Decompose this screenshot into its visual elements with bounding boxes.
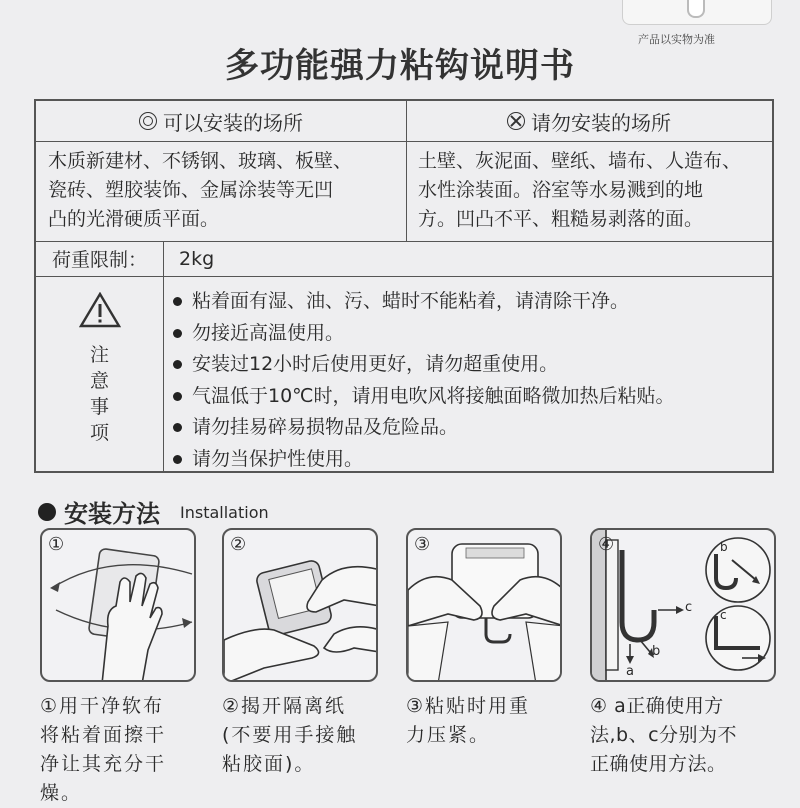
step-1-illustration xyxy=(40,528,196,682)
hook-label-a: a xyxy=(626,664,634,679)
installation-header: 安装方法 Installation xyxy=(38,494,269,529)
ok-circle-icon xyxy=(139,112,157,130)
step-4-caption: ④ a正确使用方 法,b、c分别为不 正确使用方法。 xyxy=(590,695,738,775)
info-table xyxy=(34,99,774,473)
bullet-icon xyxy=(173,455,182,464)
circle-label-c: c xyxy=(720,608,727,622)
note-item: 粘着面有湿、油、污、蜡时不能粘着，请清除干净。 xyxy=(173,286,773,318)
product-disclaimer: 产品以实物为准 xyxy=(638,33,715,46)
note-item: 请勿挂易碎易损物品及危险品。 xyxy=(173,412,773,444)
bullet-icon xyxy=(173,392,182,401)
step-number: ③ xyxy=(414,534,431,555)
prohibited-circle-icon xyxy=(507,112,525,130)
bullet-icon xyxy=(173,360,182,369)
product-photo-corner xyxy=(622,0,772,25)
step-2-illustration xyxy=(222,528,378,682)
notes-label: 注 意 事 项 xyxy=(89,344,109,444)
step-number: ① xyxy=(48,534,65,555)
note-item: 请勿当保护性使用。 xyxy=(173,444,773,476)
warning-triangle-icon xyxy=(79,292,121,328)
bullet-icon xyxy=(173,423,182,432)
cannot-install-header: 请勿安装的场所 xyxy=(406,101,772,141)
can-install-header: 可以安装的场所 xyxy=(36,101,406,141)
cannot-install-text: 土壁、灰泥面、壁纸、墙布、人造布、 水性涂装面。浴室等水易溅到的地 方。凹凸不平、粗糙易剥落的面。 xyxy=(418,150,742,230)
note-item: 勿接近高温使用。 xyxy=(173,318,773,350)
hook-label-b: b xyxy=(652,644,661,659)
circle-label-b: b xyxy=(720,540,728,554)
section-dot-icon xyxy=(38,503,56,521)
notes-list-cell xyxy=(163,276,773,472)
step-number: ② xyxy=(230,534,247,555)
load-limit-value: 2kg xyxy=(179,247,215,270)
hook-label-c: c xyxy=(685,600,693,615)
step-3-caption: ③粘贴时用重 力压紧。 xyxy=(406,695,531,746)
step-1-caption: ①用干净软布 将粘着面擦干 净让其充分干 燥。 xyxy=(40,695,167,804)
note-item: 气温低于10℃时，请用电吹风将接触面略微加热后粘贴。 xyxy=(173,381,773,413)
bullet-icon xyxy=(173,329,182,338)
bullet-icon xyxy=(173,297,182,306)
note-item: 安装过12小时后使用更好，请勿超重使用。 xyxy=(173,349,773,381)
page-title: 多功能强力粘钩说明书 xyxy=(225,46,575,86)
step-number: ④ xyxy=(598,534,615,555)
can-install-text: 木质新建材、不锈钢、玻璃、板壁、 瓷砖、塑胶装饰、金属涂装等无凹 凸的光滑硬质平面。 xyxy=(48,150,353,230)
notes-label-cell xyxy=(36,276,163,472)
step-2-caption: ②揭开隔离纸 (不要用手接触 粘胶面)。 xyxy=(222,695,358,775)
step-3-illustration xyxy=(406,528,562,682)
load-limit-label: 荷重限制： xyxy=(52,249,148,271)
notes-list xyxy=(163,276,773,475)
step-4-illustration xyxy=(590,528,776,682)
